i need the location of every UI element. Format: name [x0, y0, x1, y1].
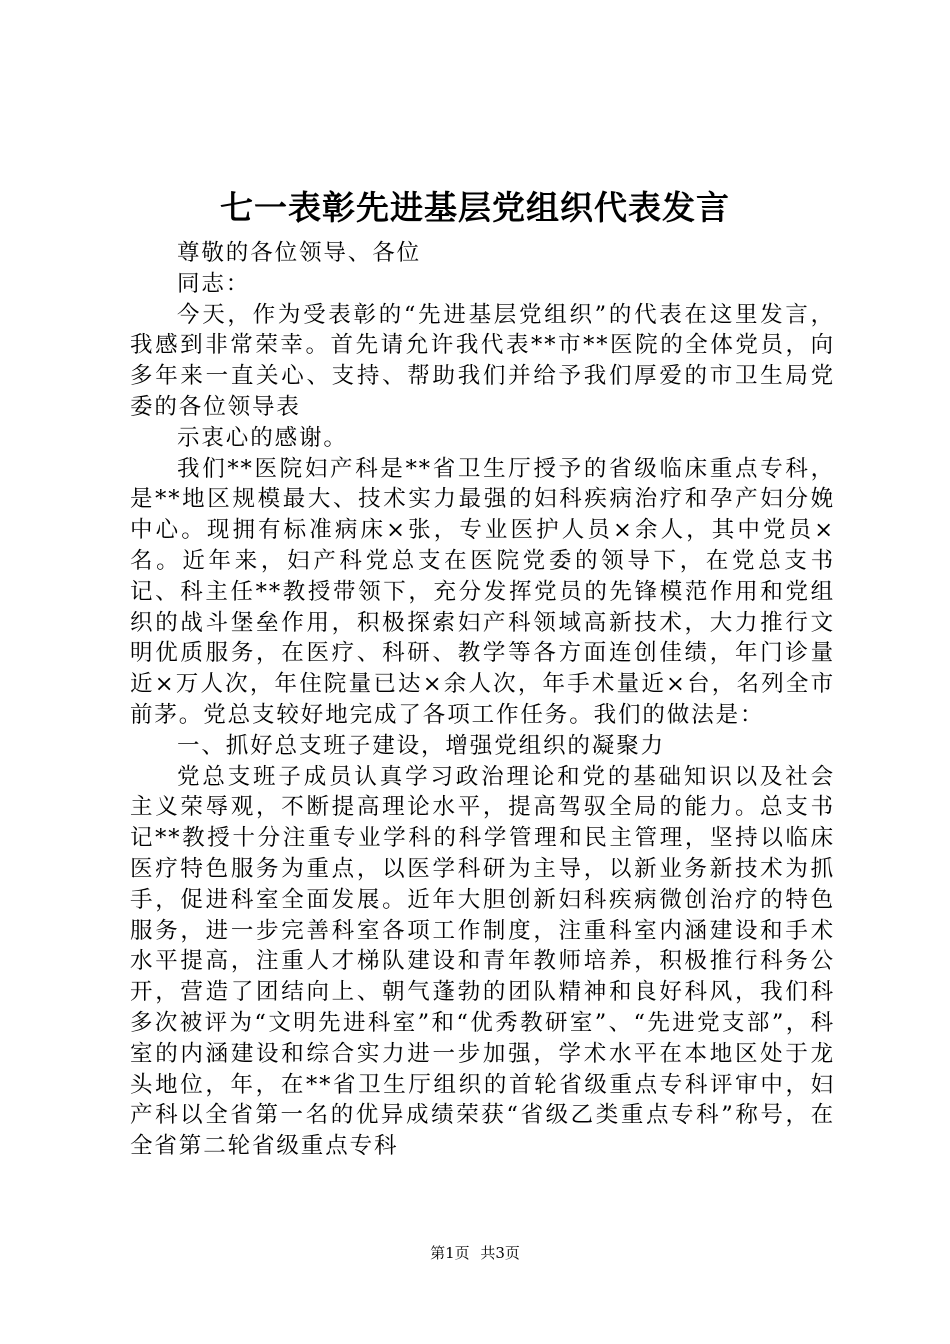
- page-total: 共3页: [480, 1244, 520, 1262]
- document-body: [130, 238, 835, 1162]
- section-heading-1: 一、抓好总支班子建设，增强党组织的凝聚力: [177, 732, 666, 759]
- salutation-line-1: 尊敬的各位领导、各位: [177, 240, 422, 266]
- paragraph-section-1: 党总支班子成员认真学习政治理论和党的基础知识以及社会主义荣辱观，不断提高理论水平，提高驾驭全局的能力。总支书记**教授十分注重专业学科的科学管理和民主管理，坚持以临床医疗特色服务为重点，以医学科研为主导，以新业务新技术为抓手，促进科室全面发展。近年大胆创新妇科疾病微创治疗的特色服务，进一步完善科室各项工作制度，注重科室内涵建设和手术水平提高，注重人才梯队建设和青年教师培养，积极推行科务公开，营造了团结向上、朝气蓬勃的团队精神和良好科风，我们科多次被评为“文明先进科室”和“优秀教研室”、“先进党支部”，科室的内涵建设和综合实力进一步加强，学术水平在本地区处于龙头地位，年，在**省卫生厅组织的首轮省级重点专科评审中，妇产科以全省第一名的优异成绩荣获“省级乙类重点专科”称号，在全省第二轮省级重点专科: [130, 763, 835, 1160]
- page-number: 第1页: [430, 1244, 470, 1262]
- paragraph-thanks: 示衷心的感谢。: [177, 424, 348, 451]
- paragraph-department-intro: 我们**医院妇产科是**省卫生厅授予的省级临床重点专科，是**地区规模最大、技术实力最强的妇科疾病治疗和孕产妇分娩中心。现拥有标准病床×张，专业医护人员×余人，其中党员×名。近年来，妇产科党总支在医院党委的领导下，在党总支书记、科主任**教授带领下，充分发挥党员的先锋模范作用和党组织的战斗堡垒作用，积极探索妇产科领域高新技术，大力推行文明优质服务，在医疗、科研、教学等各方面连创佳绩，年门诊量近×万人次，年住院量已达×余人次，年手术量近×台，名列全市前茅。党总支较好地完成了各项工作任务。我们的做法是：: [130, 455, 835, 728]
- paragraph-opening: 今天，作为受表彰的“先进基层党组织”的代表在这里发言，我感到非常荣幸。首先请允许我代表**市**医院的全体党员，向多年来一直关心、支持、帮助我们并给予我们厚爱的市卫生局党委的各位领导表: [130, 301, 835, 420]
- document-title: 七一表彰先进基层党组织代表发言: [220, 188, 730, 227]
- salutation-line-2: 同志：: [177, 270, 251, 297]
- page-footer: [0, 1243, 950, 1263]
